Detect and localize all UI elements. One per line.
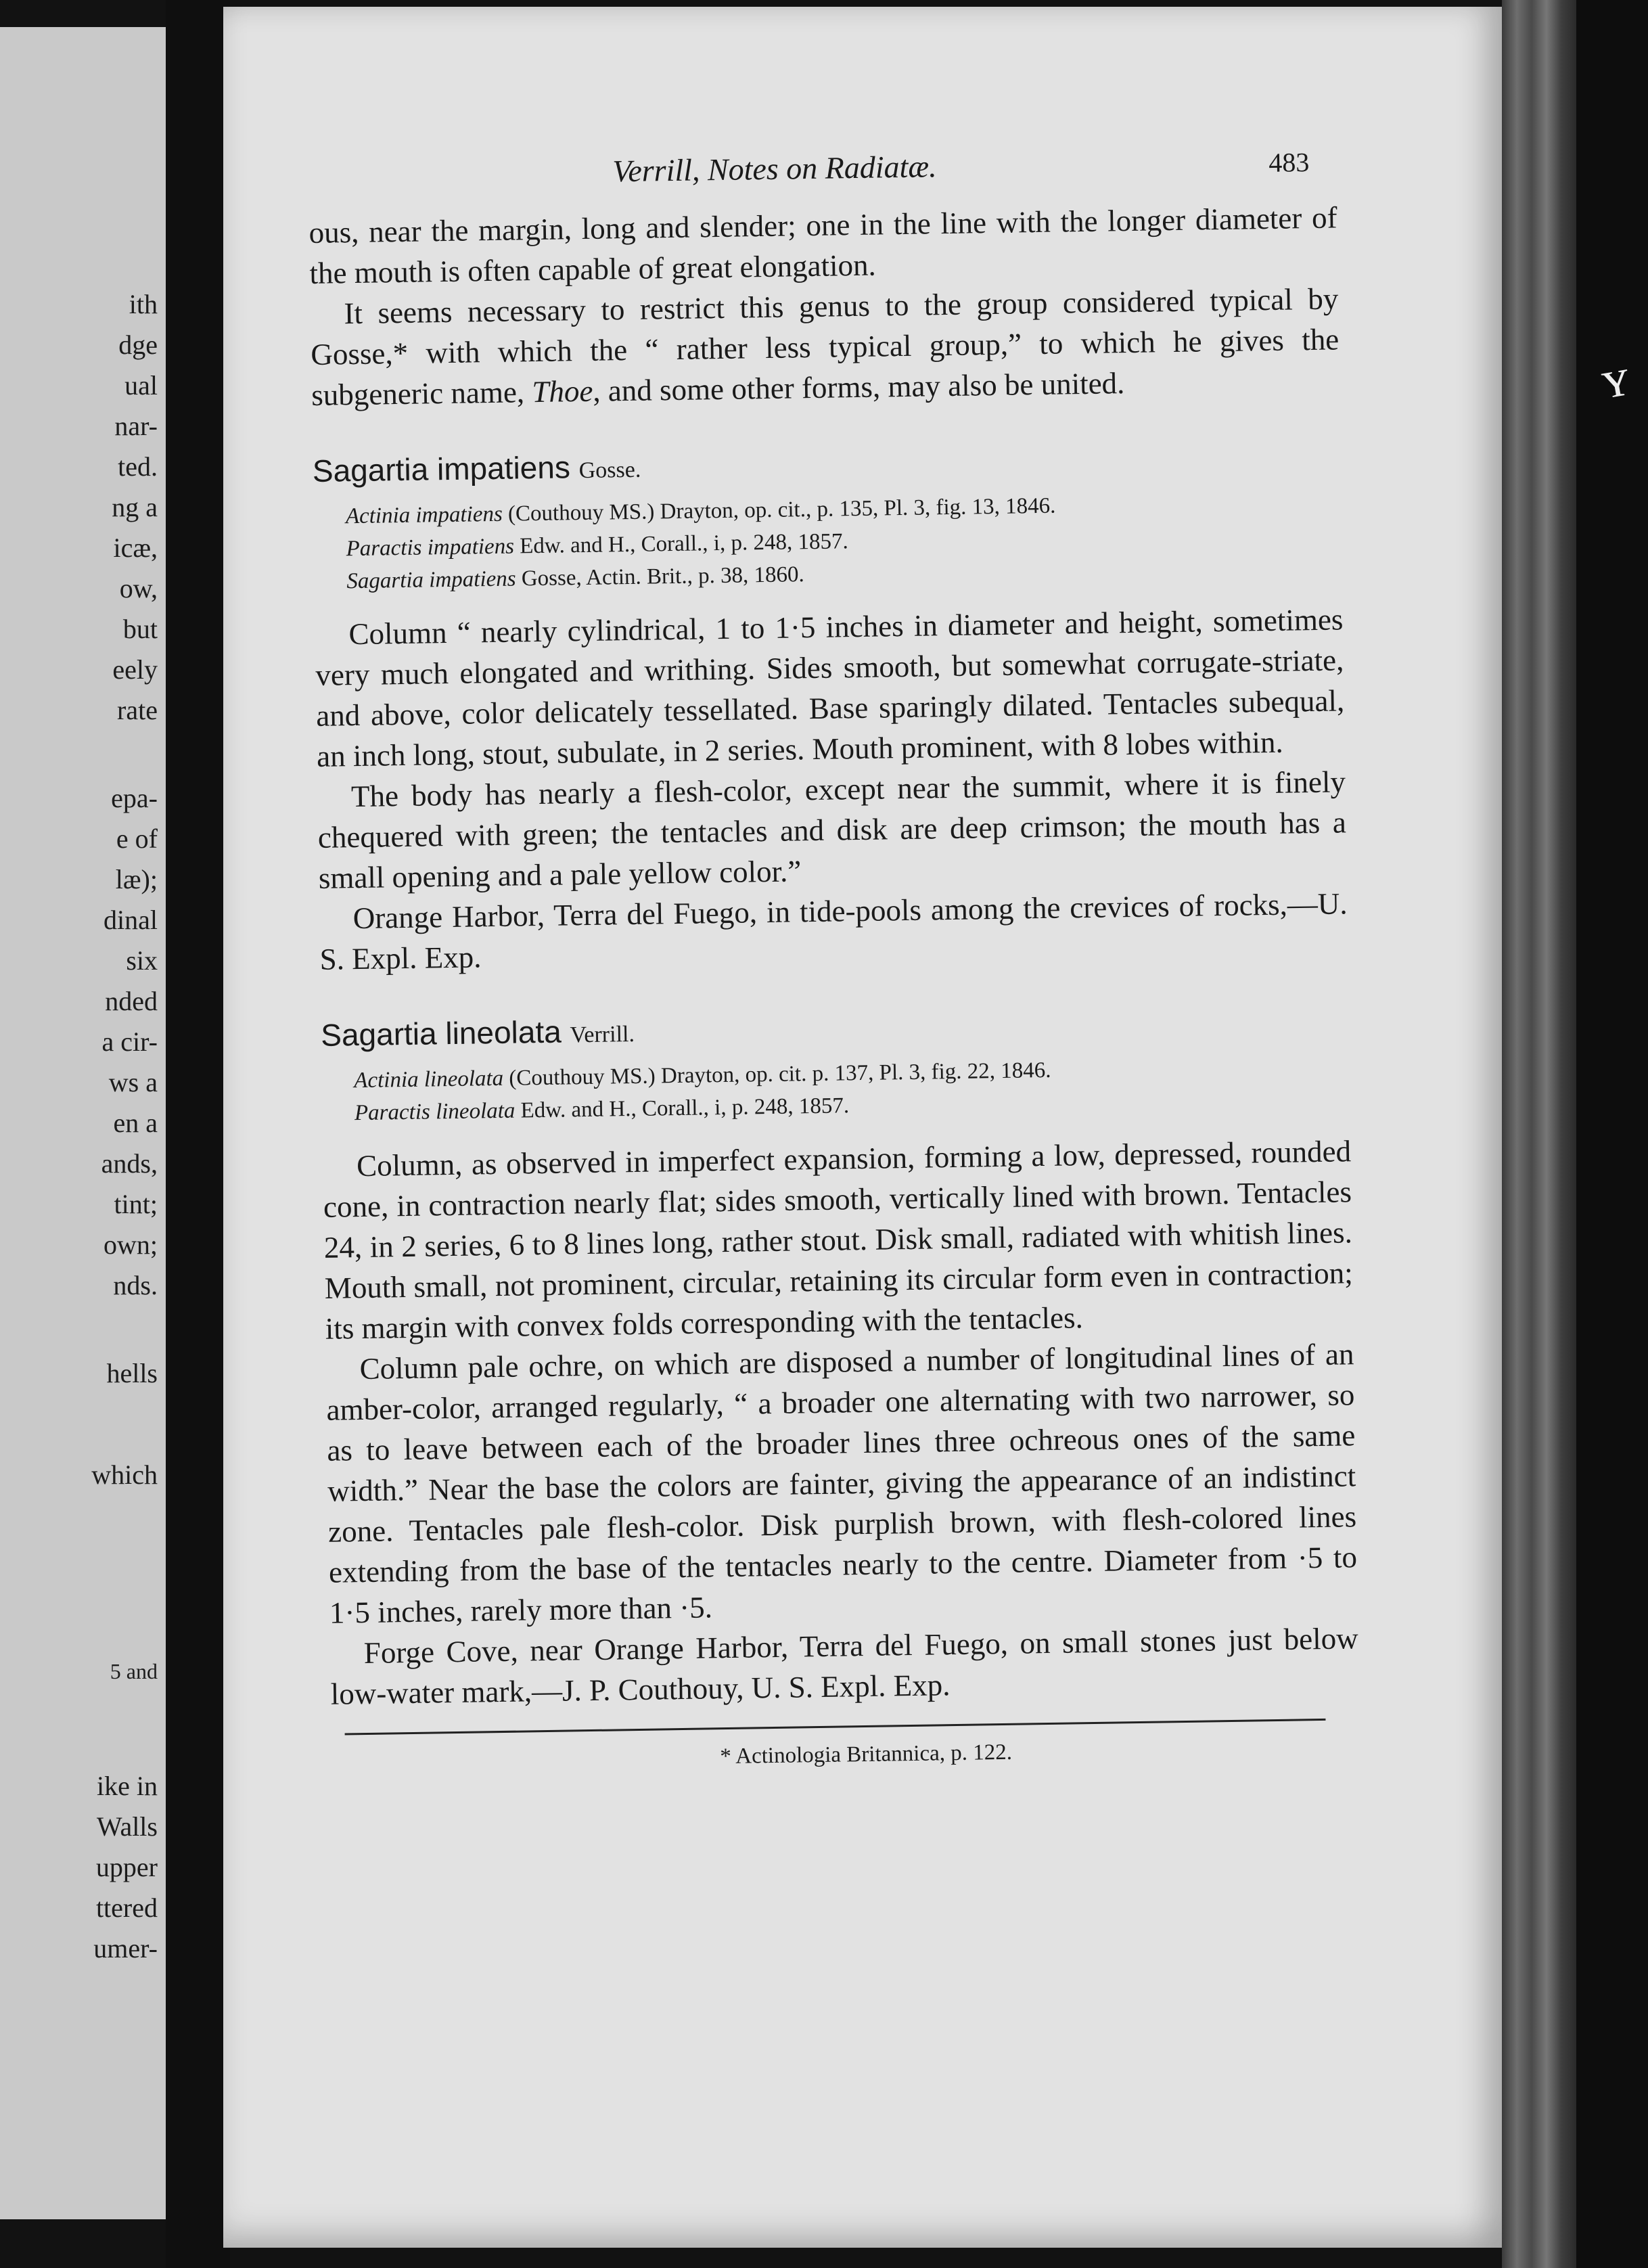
facing-page-fragment: ike in (97, 1771, 158, 1801)
genus-restriction-paragraph (310, 278, 1340, 415)
facing-page-fragment: which (91, 1459, 158, 1490)
footnote: * Actinologia Britannica, p. 122. (720, 1740, 1013, 1769)
facing-page-fragment: nded (105, 986, 158, 1016)
facing-page (0, 27, 166, 2219)
synonym-name: Paractis impatiens (346, 534, 515, 562)
facing-page-fragment: ted. (118, 451, 158, 482)
facing-page-fragment: dinal (104, 905, 158, 935)
continuation-paragraph: ous, near the margin, long and slender; one in the line with the longer diameter of the mouth is often capable of great elongation. (308, 200, 1337, 290)
facing-page-fragment: eely (112, 654, 158, 685)
synonymy-list (321, 1049, 1350, 1130)
facing-page-fragment: icæ, (113, 532, 158, 563)
facing-page-fragment: six (126, 945, 158, 976)
running-title: Verrill, Notes on Radiatæ. (612, 149, 937, 189)
para2-text-a: It seems necessary to restrict this genus to the group considered typical by Gosse,* with which the “ rather less typical group,” to which he gives the subgeneric name, (310, 281, 1340, 412)
color-paragraph: The body has nearly a flesh-color, except near the summit, where it is finely chequered with green; the tentacles and disk are deep crimson; the mouth has a small opening and a pale yellow color.” (317, 765, 1347, 895)
background-edge (1576, 0, 1648, 2268)
facing-page-fragment: hells (106, 1358, 158, 1388)
species-name: Sagartia lineolata (320, 1014, 562, 1053)
species-name: Sagartia impatiens (312, 449, 571, 489)
description-paragraph: Column, as observed in imperfect expansion, forming a low, depressed, rounded cone, in contraction nearly flat; sides smooth, vertically lined with brown. Tentacles 24, in 2 series, 6 to 8 lines long, rather stout. Disk small, radiated with whitish lines. Mouth small, not prominent, circular, retaining its circular form even in contraction; its margin with convex folds corresponding with the tentacles. (323, 1134, 1354, 1346)
locality-paragraph: Forge Cove, near Orange Harbor, Terra del Fuego, on small stones just below low-water mark,—J. P. Couthouy, U. S. Expl. Exp. (330, 1621, 1359, 1711)
para2-text-b: , and some other forms, may also be united. (592, 366, 1125, 408)
page-content (308, 140, 1360, 1782)
facing-page-fragment: ual (124, 370, 158, 401)
facing-page-fragment: dge (118, 330, 158, 360)
facing-page-fragment: ith (129, 289, 158, 319)
facing-page-fragment: own; (104, 1229, 158, 1260)
facing-page-fragment: epa- (111, 783, 158, 813)
facing-page-fragment: but (122, 614, 158, 644)
facing-page-fragment: umer- (93, 1933, 158, 1964)
synonym-name: Paractis lineolata (354, 1098, 516, 1126)
synonym-ref: Edw. and H., Corall., i, p. 248, 1857. (515, 1093, 850, 1123)
synonym-name: Sagartia impatiens (346, 566, 516, 594)
species-author: Gosse. (578, 457, 641, 484)
synonym-ref: (Couthouy MS.) Drayton, op. cit., p. 135, Pl. 3, fig. 13, 1846. (502, 493, 1056, 526)
facing-page-fragment: ow, (119, 573, 158, 604)
page-number: 483 (1268, 147, 1310, 178)
facing-page-fragment: nar- (114, 411, 158, 441)
facing-page-fragment: nds. (113, 1270, 158, 1300)
synonym-ref: Gosse, Actin. Brit., p. 38, 1860. (516, 562, 805, 591)
facing-page-fragment: 5 and (110, 1659, 158, 1683)
facing-page-fragment: upper (95, 1852, 158, 1882)
species-heading (321, 999, 1350, 1060)
facing-page-fragment: ng a (112, 492, 158, 522)
locality-paragraph: Orange Harbor, Terra del Fuego, in tide-pools among the crevices of rocks,—U. S. Expl. Exp. (319, 886, 1348, 976)
facing-page-fragment: tint; (114, 1189, 158, 1219)
edge-mark: ʏ (1597, 347, 1634, 411)
synonym-ref: Edw. and H., Corall., i, p. 248, 1857. (513, 529, 848, 559)
facing-page-fragment: ands, (101, 1148, 158, 1179)
synonym-ref: (Couthouy MS.) Drayton, op. cit. p. 137, Pl. 3, fig. 22, 1846. (503, 1058, 1051, 1091)
facing-page-fragment: ws a (108, 1067, 158, 1097)
subgenus-name: Thoe (531, 373, 593, 409)
facing-page-fragment: a cir- (101, 1026, 158, 1057)
facing-page-fragment: en a (113, 1108, 158, 1138)
color-paragraph: Column pale ochre, on which are disposed a number of longitudinal lines of an amber-color, arranged regularly, “ a broader one alternating with two narrower, so as to leave between each of the broader lines three ochreous ones of the same width.” Near the base the colors are fainter, giving the appearance of an indistinct zone. Tentacles pale flesh-color. Disk purplish brown, with flesh-colored lines extending from the base of the tentacles nearly to the centre. Diameter from ·5 to 1·5 inches, rarely more than ·5. (326, 1337, 1358, 1630)
page-edges (1502, 0, 1576, 2268)
facing-page-fragment: ttered (95, 1892, 158, 1923)
facing-page-fragment: rate (117, 695, 158, 725)
species-heading (312, 435, 1341, 495)
book-gutter (166, 0, 230, 2268)
facing-page-fragment: læ); (115, 864, 158, 894)
description-paragraph: Column “ nearly cylindrical, 1 to 1·5 inches in diameter and height, sometimes very much elongated and writhing. Sides smooth, but somewhat corrugate-striate, and above, color delicately tessellated. Base sparingly dilated. Tentacles subequal, an inch long, stout, subulate, in 2 series. Mouth prominent, with 8 lobes within. (315, 602, 1345, 773)
facing-page-fragment: Walls (96, 1811, 158, 1842)
synonymy-list (313, 485, 1343, 598)
synonym-name: Actinia impatiens (345, 501, 503, 529)
synonym-name: Actinia lineolata (354, 1066, 504, 1093)
facing-page-fragment: e of (116, 823, 158, 854)
species-author: Verrill. (570, 1021, 635, 1048)
